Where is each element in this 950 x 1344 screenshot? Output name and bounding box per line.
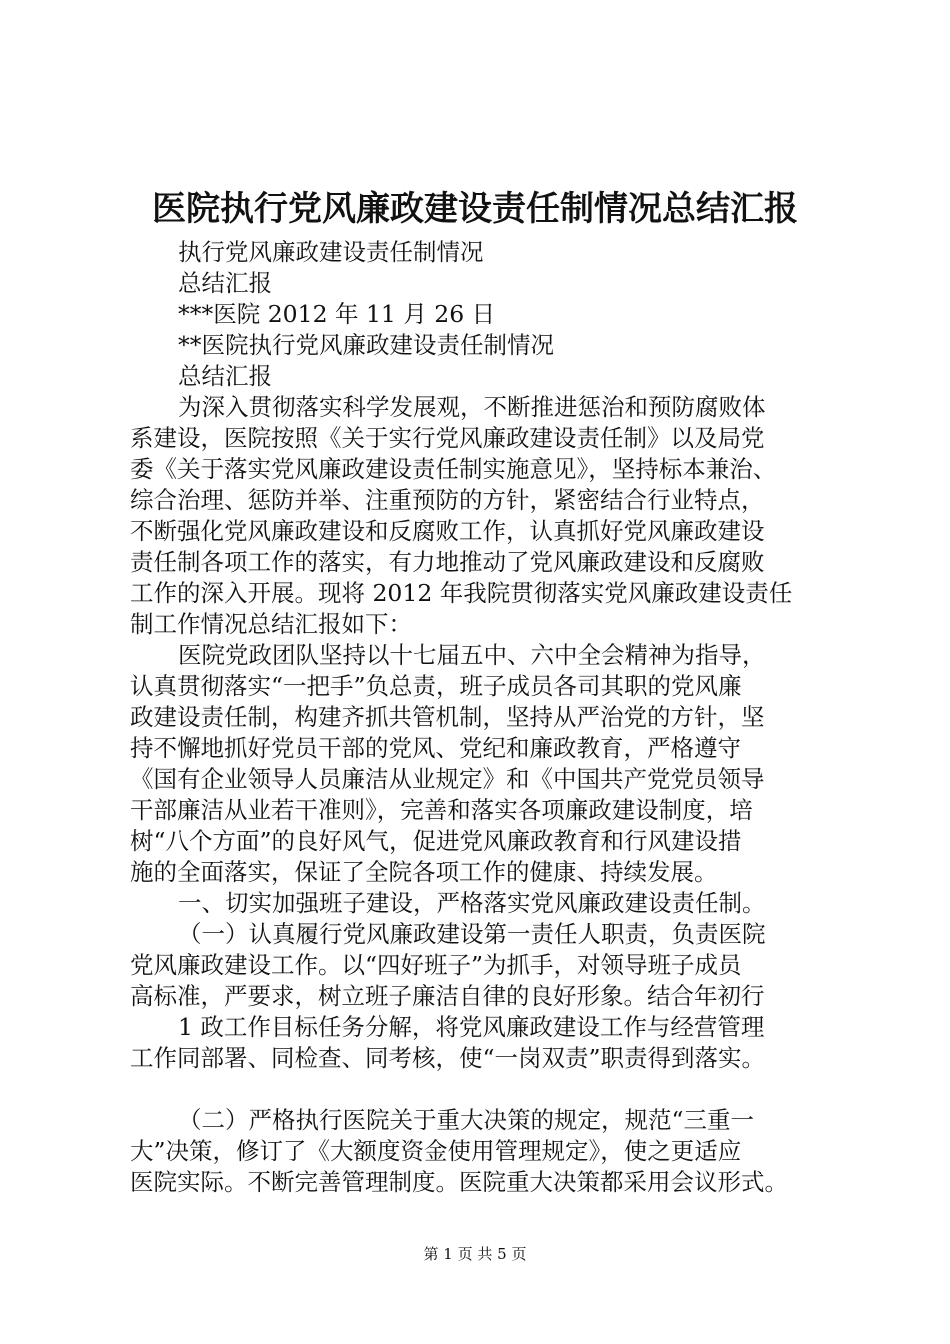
- body-line: 执行党风廉政建设责任制情况: [178, 238, 484, 266]
- body-line: （一）认真履行党风廉政建设第一责任人职责，负责医院: [178, 920, 766, 948]
- body-line: 树“八个方面”的良好风气，促进党风廉政教育和行风建设措: [130, 827, 742, 855]
- body-line: 系建设，医院按照《关于实行党风廉政建设责任制》以及局党: [130, 424, 765, 452]
- body-line: 《国有企业领导人员廉洁从业规定》和《中国共产党党员领导: [130, 765, 765, 793]
- body-line: 工作同部署、同检查、同考核，使“一岗双责”职责得到落实。: [130, 1044, 766, 1072]
- body-line: 委《关于落实党风廉政建设责任制实施意见》，坚持标本兼治、: [130, 455, 777, 483]
- body-line: ***医院 2012 年 11 月 26 日: [178, 300, 496, 328]
- body-line: 认真贯彻落实“一把手”负总责，班子成员各司其职的党风廉: [130, 672, 742, 700]
- body-line: 不断强化党风廉政建设和反腐败工作，认真抓好党风廉政建设: [130, 517, 765, 545]
- page-footer: 第 1 页 共 5 页: [423, 1245, 527, 1263]
- body-line: 持不懈地抓好党员干部的党风、党纪和廉政教育，严格遵守: [130, 734, 741, 762]
- body-line: 施的全面落实，保证了全院各项工作的健康、持续发展。: [130, 858, 718, 886]
- body-line: 党风廉政建设工作。以“四好班子”为抓手，对领导班子成员: [130, 951, 742, 979]
- body-line: 大”决策，修订了《大额度资金使用管理规定》，使之更适应: [130, 1137, 742, 1165]
- body-line: 为深入贯彻落实科学发展观，不断推进惩治和预防腐败体: [178, 393, 766, 421]
- document-title: 医院执行党风廉政建设责任制情况总结汇报: [152, 189, 798, 229]
- body-line: 医院党政团队坚持以十七届五中、六中全会精神为指导，: [178, 641, 766, 669]
- body-line: 1 政工作目标任务分解，将党风廉政建设工作与经营管理: [178, 1013, 765, 1041]
- body-line: 总结汇报: [178, 362, 272, 390]
- body-line: 工作的深入开展。现将 2012 年我院贯彻落实党风廉政建设责任: [130, 579, 793, 607]
- body-line: 干部廉洁从业若干准则》，完善和落实各项廉政建设制度，培: [130, 796, 753, 824]
- body-line: 制工作情况总结汇报如下：: [130, 610, 412, 638]
- document-body: [130, 237, 855, 1198]
- body-line: （二）严格执行医院关于重大决策的规定，规范“三重一: [178, 1106, 755, 1134]
- body-line: 高标准，严要求，树立班子廉洁自律的良好形象。结合年初行: [130, 982, 765, 1010]
- body-line: 综合治理、惩防并举、注重预防的方针，紧密结合行业特点，: [130, 486, 765, 514]
- body-line: 责任制各项工作的落实，有力地推动了党风廉政建设和反腐败: [130, 548, 765, 576]
- body-line: 医院实际。不断完善管理制度。医院重大决策都采用会议形式。: [130, 1168, 788, 1196]
- body-line: **医院执行党风廉政建设责任制情况: [178, 331, 554, 359]
- body-line: 总结汇报: [178, 269, 272, 297]
- body-line: 一、切实加强班子建设，严格落实党风廉政建设责任制。: [178, 889, 766, 917]
- body-line: 政建设责任制，构建齐抓共管机制，坚持从严治党的方针，坚: [130, 703, 765, 731]
